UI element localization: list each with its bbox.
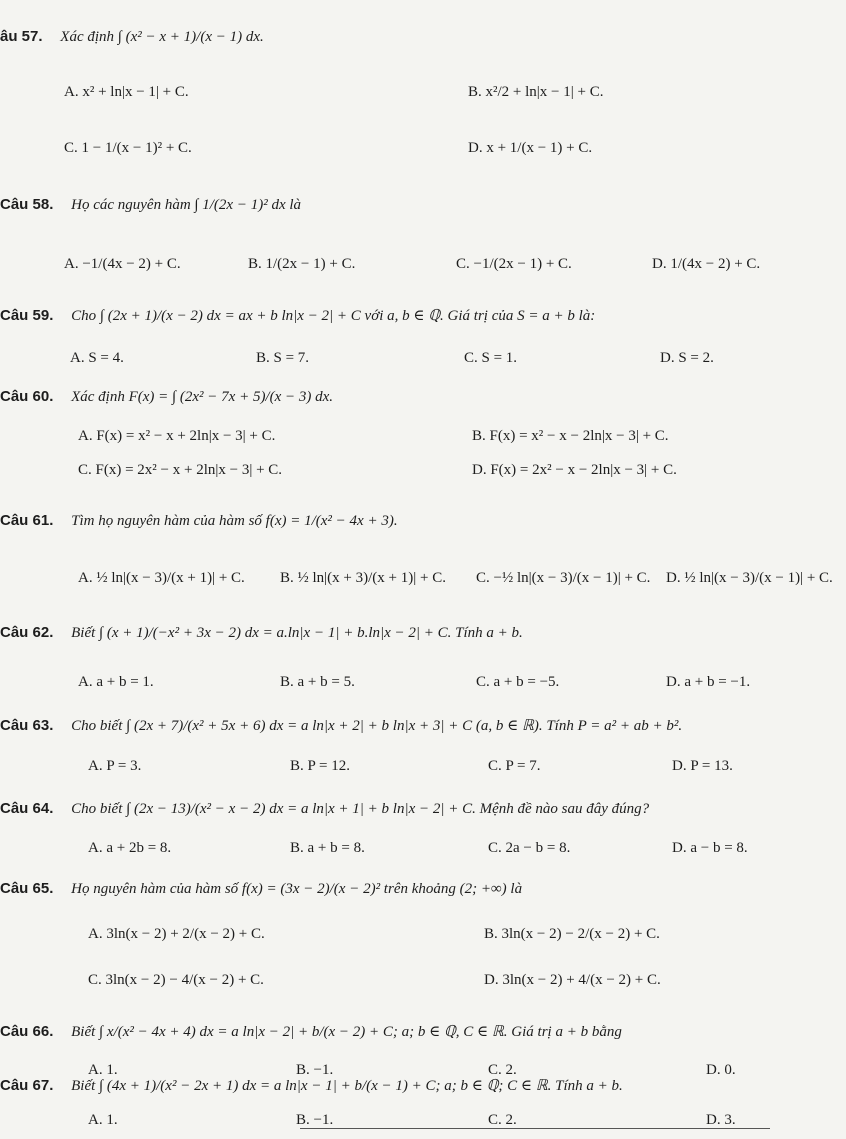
- option-63-c: C. P = 7.: [488, 758, 541, 774]
- question-stem: Biết ∫ x/(x² − 4x + 4) dx = a ln|x − 2| + b/(x − 2) + C; a; b ∈ ℚ, C ∈ ℝ. Giá trị a + b bằng: [71, 1024, 622, 1040]
- question-58: [0, 196, 301, 214]
- question-label: Câu 67.: [0, 1077, 54, 1094]
- option-64-a: A. a + 2b = 8.: [88, 840, 172, 856]
- question-stem: Họ nguyên hàm của hàm số f(x) = (3x − 2)/(x − 2)² trên khoảng (2; +∞) là: [71, 881, 523, 897]
- option-65-b: B. 3ln(x − 2) − 2/(x − 2) + C.: [484, 926, 660, 942]
- question-label: Câu 59.: [0, 307, 54, 324]
- question-60: [0, 388, 333, 406]
- option-60-a: A. F(x) = x² − x + 2ln|x − 3| + C.: [78, 428, 276, 444]
- question-66: [0, 1022, 622, 1041]
- question-label: Câu 58.: [0, 196, 54, 213]
- question-label: Câu 61.: [0, 512, 54, 529]
- option-59-a: A. S = 4.: [70, 350, 124, 366]
- option-57-b: B. x²/2 + ln|x − 1| + C.: [468, 84, 604, 100]
- option-64-d: D. a − b = 8.: [672, 840, 748, 856]
- option-62-a: A. a + b = 1.: [78, 674, 154, 690]
- option-64-c: C. 2a − b = 8.: [488, 840, 571, 856]
- question-61: [0, 512, 398, 530]
- option-61-a: A. ½ ln|(x − 3)/(x + 1)| + C.: [78, 570, 245, 586]
- question-stem: Cho biết ∫ (2x − 13)/(x² − x − 2) dx = a ln|x + 1| + b ln|x − 2| + C. Mệnh đề nào sau đây đúng?: [71, 801, 650, 817]
- question-label: Câu 64.: [0, 800, 54, 817]
- option-61-d: D. ½ ln|(x − 3)/(x − 1)| + C.: [666, 570, 833, 586]
- option-62-b: B. a + b = 5.: [280, 674, 355, 690]
- question-stem: Tìm họ nguyên hàm của hàm số f(x) = 1/(x² − 4x + 3).: [71, 513, 398, 529]
- question-stem: Xác định F(x) = ∫ (2x² − 7x + 5)/(x − 3) dx.: [71, 389, 334, 405]
- option-65-c: C. 3ln(x − 2) − 4/(x − 2) + C.: [88, 972, 264, 988]
- question-label: âu 57.: [0, 28, 43, 45]
- option-59-d: D. S = 2.: [660, 350, 714, 366]
- question-stem: Biết ∫ (x + 1)/(−x² + 3x − 2) dx = a.ln|x − 1| + b.ln|x − 2| + C. Tính a + b.: [71, 625, 523, 641]
- option-57-a: A. x² + ln|x − 1| + C.: [64, 84, 189, 100]
- option-59-c: C. S = 1.: [464, 350, 518, 366]
- option-58-d: D. 1/(4x − 2) + C.: [652, 256, 761, 272]
- option-61-b: B. ½ ln|(x + 3)/(x + 1)| + C.: [280, 570, 446, 586]
- option-66-a: A. 1.: [88, 1062, 118, 1078]
- option-66-c: C. 2.: [488, 1062, 517, 1078]
- option-63-b: B. P = 12.: [290, 758, 350, 774]
- question-stem: Họ các nguyên hàm ∫ 1/(2x − 1)² dx là: [71, 197, 302, 213]
- option-67-d: D. 3.: [706, 1112, 736, 1128]
- option-65-d: D. 3ln(x − 2) + 4/(x − 2) + C.: [484, 972, 661, 988]
- option-65-a: A. 3ln(x − 2) + 2/(x − 2) + C.: [88, 926, 265, 942]
- option-60-b: B. F(x) = x² − x − 2ln|x − 3| + C.: [472, 428, 669, 444]
- option-63-a: A. P = 3.: [88, 758, 142, 774]
- option-60-d: D. F(x) = 2x² − x − 2ln|x − 3| + C.: [472, 462, 677, 478]
- question-stem: Cho ∫ (2x + 1)/(x − 2) dx = ax + b ln|x − 2| + C với a, b ∈ ℚ. Giá trị của S = a + b là:: [71, 308, 596, 324]
- option-67-c: C. 2.: [488, 1112, 517, 1128]
- question-label: Câu 60.: [0, 388, 54, 405]
- question-63: [0, 716, 682, 735]
- option-62-d: D. a + b = −1.: [666, 674, 751, 690]
- option-64-b: B. a + b = 8.: [290, 840, 365, 856]
- option-63-d: D. P = 13.: [672, 758, 733, 774]
- question-64: [0, 800, 649, 818]
- option-61-c: C. −½ ln|(x − 3)/(x − 1)| + C.: [476, 570, 651, 586]
- question-stem: Biết ∫ (4x + 1)/(x² − 2x + 1) dx = a ln|x − 1| + b/(x − 1) + C; a; b ∈ ℚ; C ∈ ℝ. Tính a + b.: [71, 1078, 623, 1094]
- option-67-b: B. −1.: [296, 1112, 334, 1128]
- question-67: [0, 1076, 623, 1095]
- bottom-rule: [300, 1128, 770, 1129]
- question-label: Câu 65.: [0, 880, 54, 897]
- question-label: Câu 66.: [0, 1023, 54, 1040]
- question-label: Câu 62.: [0, 624, 54, 641]
- option-66-d: D. 0.: [706, 1062, 736, 1078]
- question-57: [0, 28, 264, 46]
- question-59: [0, 306, 595, 325]
- option-59-b: B. S = 7.: [256, 350, 310, 366]
- question-62: [0, 624, 523, 642]
- question-stem: Xác định ∫ (x² − x + 1)/(x − 1) dx.: [60, 29, 264, 45]
- option-60-c: C. F(x) = 2x² − x + 2ln|x − 3| + C.: [78, 462, 283, 478]
- option-62-c: C. a + b = −5.: [476, 674, 560, 690]
- question-65: [0, 880, 522, 898]
- option-66-b: B. −1.: [296, 1062, 334, 1078]
- question-label: Câu 63.: [0, 717, 54, 734]
- option-58-a: A. −1/(4x − 2) + C.: [64, 256, 181, 272]
- option-67-a: A. 1.: [88, 1112, 118, 1128]
- option-57-d: D. x + 1/(x − 1) + C.: [468, 140, 593, 156]
- option-58-c: C. −1/(2x − 1) + C.: [456, 256, 572, 272]
- question-stem: Cho biết ∫ (2x + 7)/(x² + 5x + 6) dx = a ln|x + 2| + b ln|x + 3| + C (a, b ∈ ℝ). Tính P = a² + ab + b².: [71, 718, 683, 734]
- option-58-b: B. 1/(2x − 1) + C.: [248, 256, 356, 272]
- option-57-c: C. 1 − 1/(x − 1)² + C.: [64, 140, 192, 156]
